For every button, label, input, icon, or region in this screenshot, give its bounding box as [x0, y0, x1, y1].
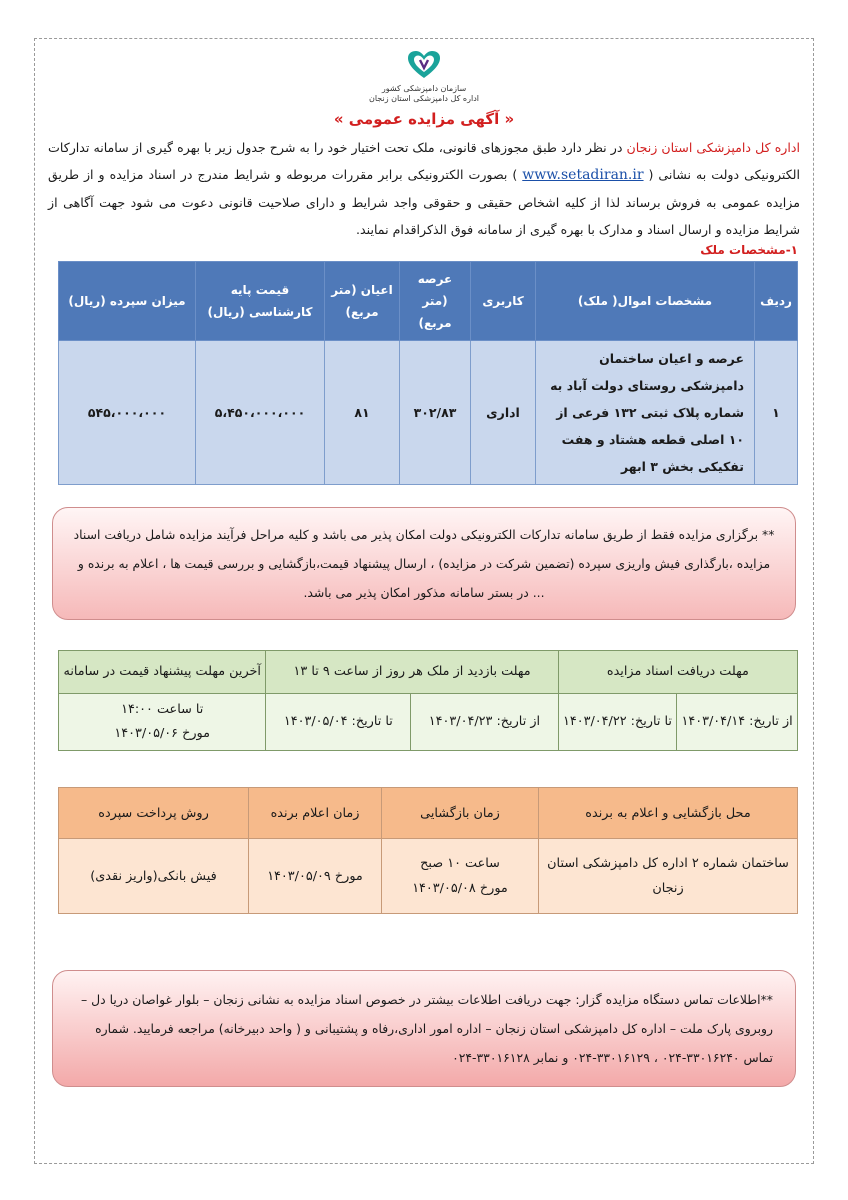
setadiran-link[interactable]: www.setadiran.ir	[522, 167, 644, 183]
opening-time-header: زمان بازگشایی	[382, 788, 539, 839]
notice-box: ** برگزاری مزایده فقط از طریق سامانه تدارکات الکترونیکی دولت امکان پذیر می باشد و کلیه مراحل فرآیند مزایده شامل دریافت اسناد مزایده ،بارگذاری فیش واریزی سپرده (تضمین شرکت در مزایده) ، ارسال پیشنهاد قیمت،بازگشایی و بررسی قیمت ها ، اعلام به برنده و ... در بستر سامانه مذکور امکان پذیر می باشد.	[52, 507, 796, 620]
contact-box: **اطلاعات تماس دستگاه مزایده گزار: جهت دریافت اطلاعات بیشتر در خصوص اسناد مزایده به نشانی زنجان – بلوار غواصان دریا دل – روبروی پارک ملت – اداره کل دامپزشکی استان زنجان – اداره امور اداری،رفاه و پشتیبانی و ( واحد دبیرخانه) مراجعه فرمایید. شماره تماس ۳۳۰۱۶۲۴۰-۰۲۴ ، ۳۳۰۱۶۱۲۹-۰۲۴ و نمابر ۳۳۰۱۶۱۲۸-۰۲۴	[52, 970, 796, 1087]
deadlines-header	[59, 651, 798, 694]
visit-deadline-header: مهلت بازدید از ملک هر روز از ساعت ۹ تا ۱۳	[266, 651, 558, 694]
col-usage: کاربری	[471, 262, 536, 341]
row-number: ۱	[755, 341, 798, 485]
place-header: محل بازگشایی و اعلام به برنده	[539, 788, 798, 839]
intro-paragraph	[48, 134, 800, 243]
doc-from-date: از تاریخ: ۱۴۰۳/۰۴/۱۴	[677, 694, 798, 751]
section-title: ۱-مشخصات ملک	[700, 243, 798, 257]
announce-time-header: زمان اعلام برنده	[249, 788, 382, 839]
building-area-value: ۸۱	[325, 341, 400, 485]
announcement	[48, 44, 800, 1087]
table-row	[59, 839, 798, 914]
opening-place: ساختمان شماره ۲ اداره کل دامپزشکی استان زنجان	[539, 839, 798, 914]
bid-date: مورخ ۱۴۰۳/۰۵/۰۶	[114, 726, 211, 741]
doc-to-date: تا تاریخ: ۱۴۰۳/۰۴/۲۲	[558, 694, 677, 751]
header	[48, 50, 800, 104]
land-area-value: ۳۰۲/۸۳	[400, 341, 471, 485]
visit-from-date: از تاریخ: ۱۴۰۳/۰۴/۲۳	[411, 694, 559, 751]
opening-header	[59, 788, 798, 839]
heart-shield-logo-icon	[407, 50, 441, 84]
opening-time-cell	[382, 839, 539, 914]
property-table	[58, 261, 798, 485]
table-row	[59, 341, 798, 485]
visit-to-date: تا تاریخ: ۱۴۰۳/۰۵/۰۴	[266, 694, 411, 751]
bid-time: تا ساعت ۱۴:۰۰	[121, 702, 204, 717]
announce-date: مورخ ۱۴۰۳/۰۵/۰۹	[249, 839, 382, 914]
col-deposit: میزان سپرده (ریال)	[59, 262, 196, 341]
doc-deadline-header: مهلت دریافت اسناد مزایده	[558, 651, 797, 694]
org-name: اداره کل دامپزشکی استان زنجان	[626, 140, 800, 155]
payment-method: فیش بانکی(واریز نقدی)	[59, 839, 249, 914]
opening-table	[58, 787, 798, 914]
page-title: « آگهی مزایده عمومی »	[333, 110, 515, 128]
logo-caption-line1: سازمان دامپزشکی کشور	[381, 84, 467, 93]
payment-method-header: روش پرداخت سپرده	[59, 788, 249, 839]
col-row-number: ردیف	[755, 262, 798, 341]
col-land-area: عرصه (متر مربع)	[400, 262, 471, 341]
opening-date: مورخ ۱۴۰۳/۰۵/۰۸	[412, 881, 508, 896]
logo-caption-line2: اداره کل دامپزشکی استان زنجان	[368, 94, 479, 103]
opening-time: ساعت ۱۰ صبح	[420, 856, 500, 871]
bid-deadline-header: آخرین مهلت پیشنهاد قیمت در سامانه	[59, 651, 266, 694]
col-base-price: قیمت پایه کارشناسی (ریال)	[196, 262, 325, 341]
table-row	[59, 694, 798, 751]
property-description: عرصه و اعیان ساختمان دامپزشکی روستای دولت آباد به شماره پلاک ثبتی ۱۳۲ فرعی از ۱۰ اصلی قطعه هشتاد و هفت تفکیکی بخش ۳ ابهر	[536, 341, 755, 485]
intro-text-2: ) بصورت الکترونیکی برابر مقررات مربوطه و شرایط مندرج در اسناد مزایده و از طریق مزایده عمومی به فروش برساند لذا از کلیه اشخاص حقیقی و حقوقی واجد شرایط و دارای صلاحیت قانونی دعوت می شود جهت آگاهی از شرایط مزایده و ارسال اسناد و مدارک با بهره گیری از سامانه فوق الذکراقدام نمایند.	[48, 167, 800, 237]
deposit-value: ۵۴۵،۰۰۰،۰۰۰	[59, 341, 196, 485]
col-building-area: اعیان (متر مربع)	[325, 262, 400, 341]
base-price-value: ۵،۴۵۰،۰۰۰،۰۰۰	[196, 341, 325, 485]
deadlines-table	[58, 650, 798, 751]
col-property-spec: مشخصات اموال( ملک)	[536, 262, 755, 341]
intro-text-1: در نظر دارد طبق مجوزهای قانونی، ملک تحت اختیار خود را به شرح جدول زیر با بهره گیری از سامانه تدارکات الکترونیکی دولت به نشانی (	[48, 140, 800, 182]
property-table-header	[59, 262, 798, 341]
bid-deadline-cell	[59, 694, 266, 751]
usage-value: اداری	[471, 341, 536, 485]
